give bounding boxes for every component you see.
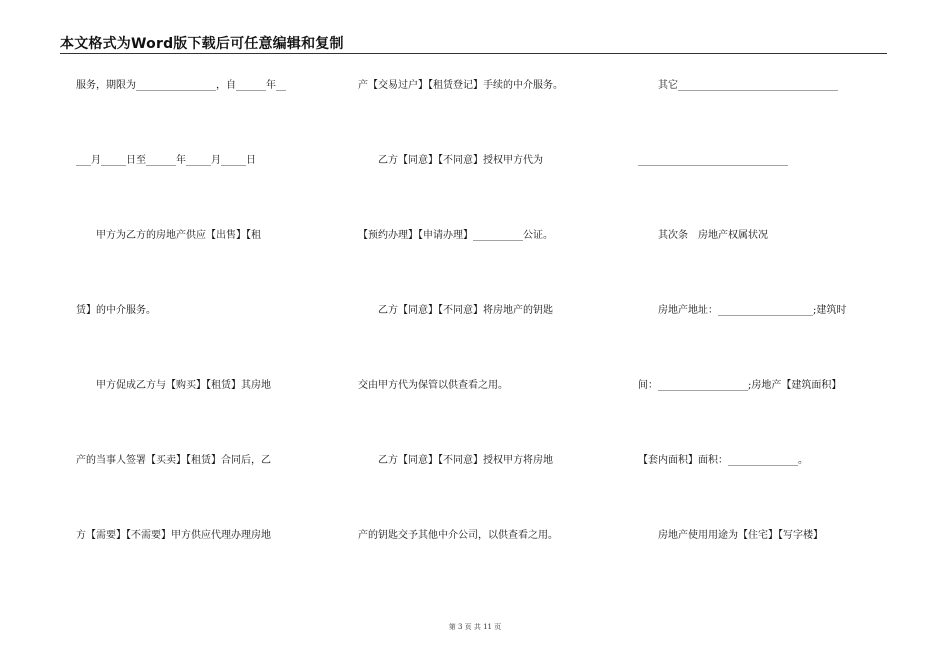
text-line: 交由甲方代为保管以供查看之用。 [358, 380, 508, 391]
text-line: ______________________________ [638, 155, 788, 166]
text-line: 服务，期限为________________，自______年__ [76, 80, 286, 91]
text-line: 房地产地址：___________________;建筑时 [638, 305, 847, 316]
text-line: 其它________________________________ [638, 80, 838, 91]
text-line: 乙方【同意】【不同意】授权甲方将房地 [358, 455, 553, 466]
text-line: 房地产使用用途为【住宅】【写字楼】 [638, 530, 823, 541]
text-line: 【套内面积】面积：______________。 [638, 455, 808, 466]
text-line: ___月_____日至______年_____月_____日 [76, 155, 256, 166]
header-divider [60, 53, 887, 54]
text-line: 产【交易过户】【租赁登记】手续的中介服务。 [358, 80, 563, 91]
text-line: 乙方【同意】【不同意】将房地产的钥匙 [358, 305, 553, 316]
text-line: 甲方为乙方的房地产供应【出售】【租 [76, 230, 261, 241]
text-line: 赁】的中介服务。 [76, 305, 156, 316]
text-line: 产的当事人签署【买卖】【租赁】合同后，乙 [76, 455, 271, 466]
text-line: 其次条 房地产权属状况 [638, 230, 768, 241]
text-line: 方【需要】【不需要】甲方供应代理办理房地 [76, 530, 271, 541]
page-number: 第 3 页 共 11 页 [448, 623, 502, 631]
text-line: 产的钥匙交予其他中介公司，以供查看之用。 [358, 530, 558, 541]
text-line: 【预约办理】【申请办理】__________公证。 [358, 230, 553, 241]
header-title: 本文格式为Word版下载后可任意编辑和复制 [60, 36, 344, 52]
text-line: 间：__________________;房地产【建筑面积】 [638, 380, 842, 391]
text-line: 乙方【同意】【不同意】授权甲方代为 [358, 155, 543, 166]
text-line: 甲方促成乙方与【购买】【租赁】其房地 [76, 380, 271, 391]
